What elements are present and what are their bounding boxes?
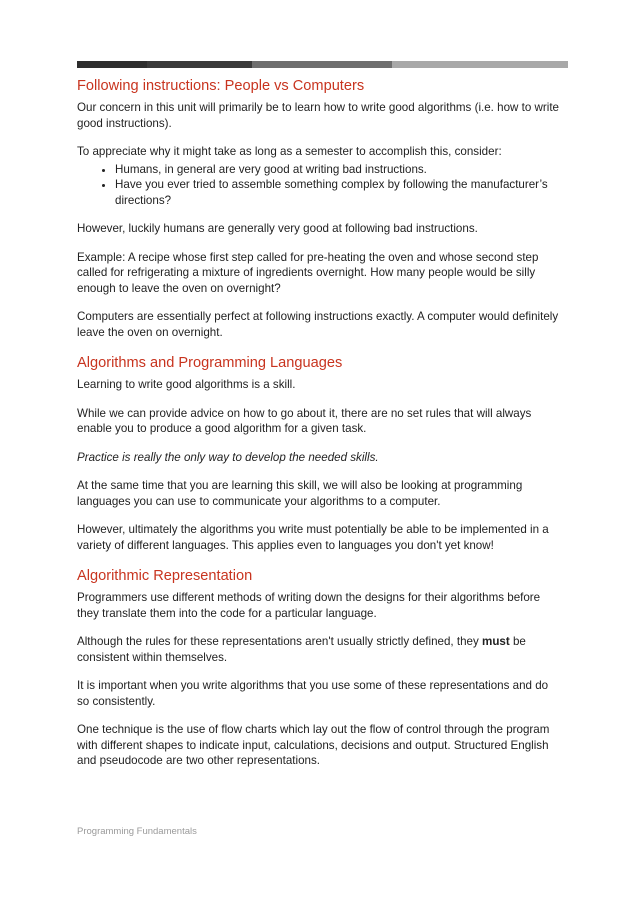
- section-heading-algorithmic-representation: Algorithmic Representation: [77, 568, 253, 584]
- bullet-list: [77, 162, 563, 209]
- bold-text: must: [482, 635, 510, 648]
- list-item: • Have you ever tried to assemble something complex by following the manufacturer’s directions?: [115, 177, 563, 208]
- page-footer: Programming Fundamentals: [77, 826, 197, 837]
- paragraph: However, ultimately the algorithms you write must potentially be able to be implemented in a variety of different languages. This applies even to languages you don't yet know!: [77, 523, 549, 552]
- paragraph: One technique is the use of flow charts which lay out the flow of control through the program with different shapes to indicate input, calculations, decisions and output. Structured English and pseudocode are two other representations.: [77, 723, 550, 767]
- paragraph: To appreciate why it might take as long as a semester to accomplish this, consider:: [77, 145, 502, 158]
- paragraph-with-emphasis: [77, 634, 563, 665]
- paragraph: Programmers use different methods of writing down the designs for their algorithms before they translate them into the code for a particular language.: [77, 591, 541, 620]
- section-heading-following-instructions: Following instructions: People vs Computers: [77, 78, 365, 94]
- header-bar-segment: [252, 61, 392, 68]
- text-segment: Although the rules for these representations aren't usually strictly defined, they: [77, 635, 483, 648]
- paragraph: At the same time that you are learning this skill, we will also be looking at programming languages you can use to communicate your algorithms to a computer.: [77, 479, 523, 508]
- list-item: • Humans, in general are very good at writing bad instructions.: [115, 162, 563, 178]
- paragraph: While we can provide advice on how to go about it, there are no set rules that will always enable you to produce a good algorithm for a given task.: [77, 406, 532, 435]
- paragraph: Our concern in this unit will primarily be to learn how to write good algorithms (i.e. how to write good instructions).: [77, 101, 559, 130]
- document-body: [77, 77, 563, 782]
- paragraph: It is important when you write algorithms that you use some of these representations and do so consistently.: [77, 679, 549, 708]
- header-decorative-bar: [77, 61, 568, 68]
- header-bar-segment: [77, 61, 147, 68]
- header-bar-segment: [392, 61, 568, 68]
- paragraph-italic: [77, 450, 563, 466]
- paragraph: However, luckily humans are generally very good at following bad instructions.: [77, 222, 478, 235]
- paragraph: Computers are essentially perfect at following instructions exactly. A computer would definitely leave the oven on overnight.: [77, 310, 559, 339]
- section-heading-algorithms-languages: Algorithms and Programming Languages: [77, 355, 343, 371]
- header-bar-segment: [147, 61, 252, 68]
- paragraph: Learning to write good algorithms is a skill.: [77, 378, 296, 391]
- italic-text: Practice is really the only way to develop the needed skills.: [77, 450, 379, 464]
- paragraph: Example: A recipe whose first step called for pre-heating the oven and whose second step called for refrigerating a mixture of ingredients overnight. How many people would be silly enough to leave the oven on overnight?: [77, 250, 539, 295]
- text-segment: be consistent within themselves.: [77, 635, 526, 664]
